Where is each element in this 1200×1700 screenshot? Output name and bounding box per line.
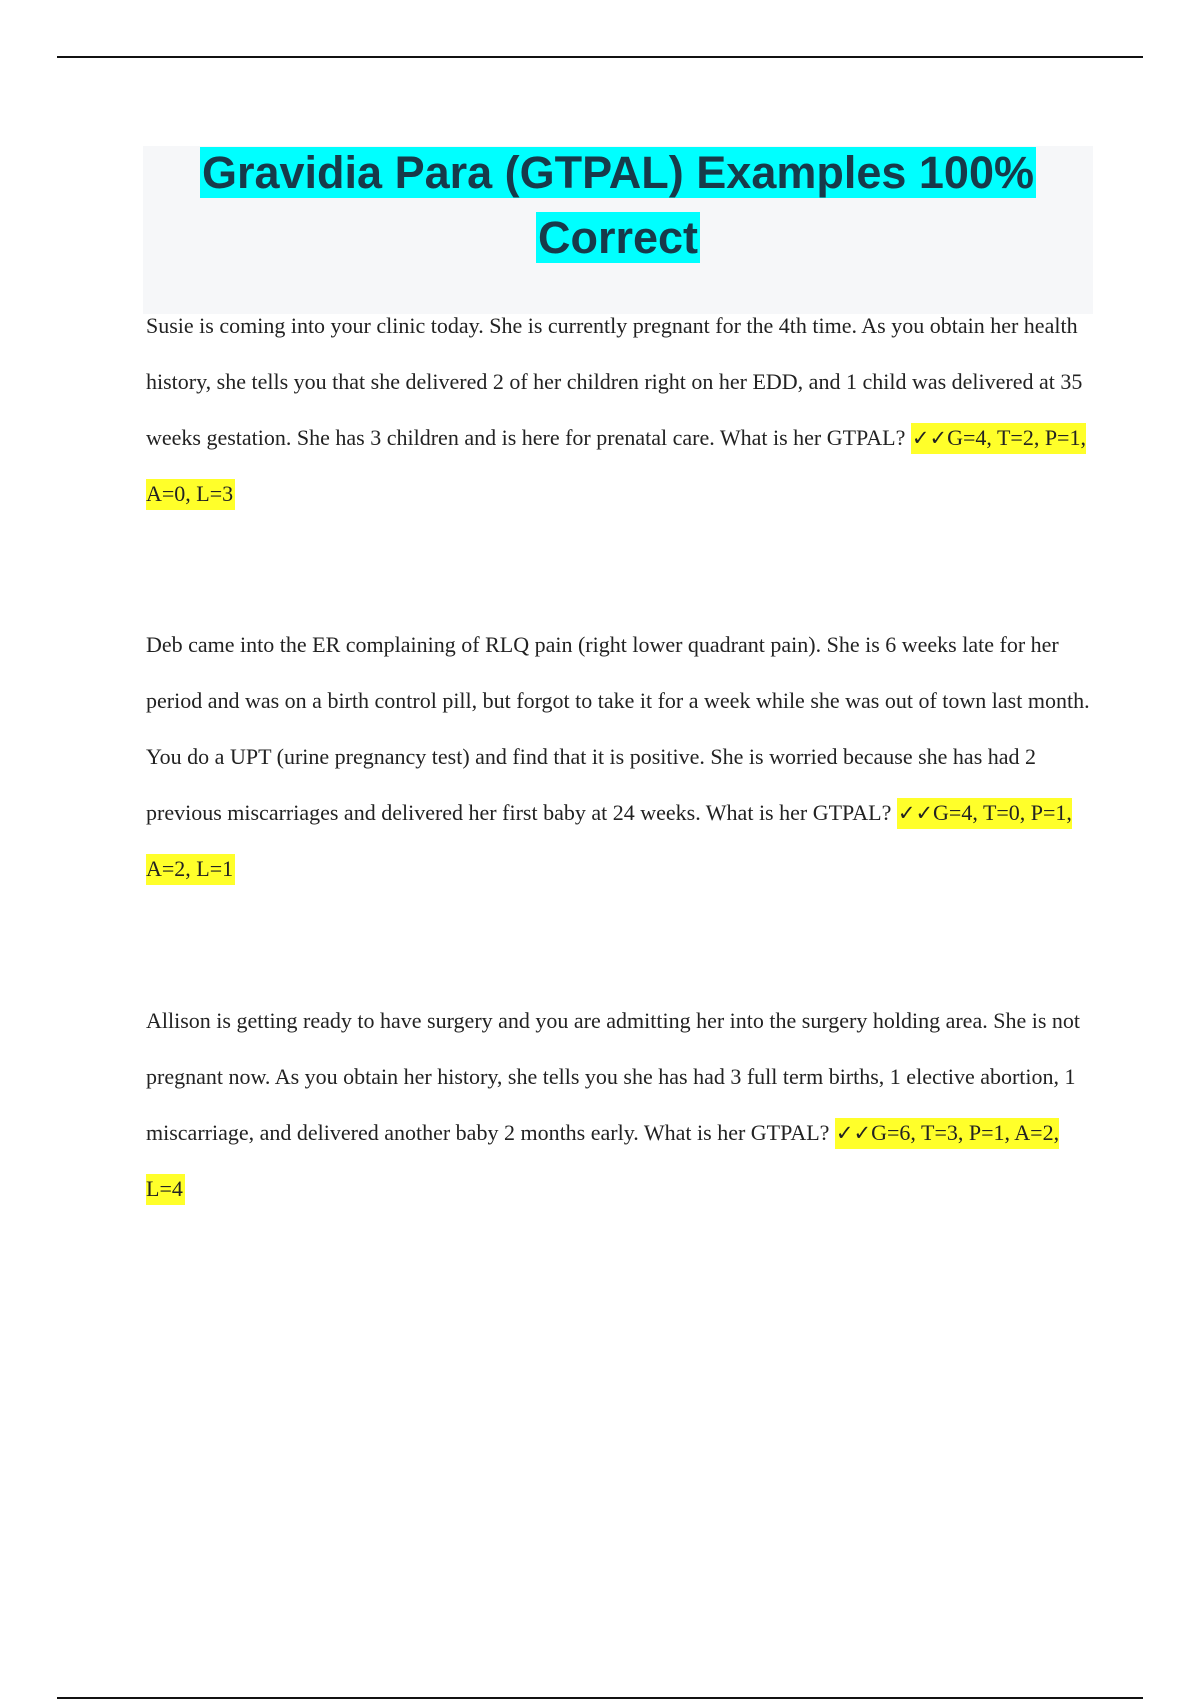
document-title	[143, 146, 1093, 276]
double-check-icon: ✓✓	[835, 1121, 872, 1145]
question-3	[146, 993, 1096, 1217]
double-check-icon: ✓✓	[897, 801, 934, 825]
question-text: Susie is coming into your clinic today. She is currently pregnant for the 4th time. As you obtain her health history, she tells you that she delivered 2 of her children right on her EDD, and 1 child was delivered at 35 weeks gestation. She has 3 children and is here for prenatal care. What is her GTPAL?	[146, 313, 1083, 450]
question-1	[146, 298, 1096, 522]
answer-text: G=4, T=2, P=1, A=0, L=3	[146, 425, 1086, 506]
title-line-1: Gravidia Para (GTPAL) Examples 100%	[201, 147, 1035, 198]
bottom-rule	[57, 1697, 1143, 1699]
title-line-2: Correct	[537, 212, 699, 263]
double-check-icon: ✓✓	[911, 426, 948, 450]
answer-text: G=6, T=3, P=1, A=2, L=4	[146, 1120, 1060, 1201]
question-text: Allison is getting ready to have surgery and you are admitting her into the surgery holding area. She is not pregnant now. As you obtain her history, she tells you she has had 3 full term births, 1 elective abortion, 1 miscarriage, and delivered another baby 2 months early. What is her GTPAL?	[146, 1008, 1080, 1145]
answer-text: G=4, T=0, P=1, A=2, L=1	[146, 800, 1072, 881]
title-banner	[143, 146, 1093, 314]
question-2	[146, 617, 1096, 897]
question-text: Deb came into the ER complaining of RLQ pain (right lower quadrant pain). She is 6 weeks late for her period and was on a birth control pill, but forgot to take it for a week while she was out of town last month. You do a UPT (urine pregnancy test) and find that it is positive. She is worried because she has had 2 previous miscarriages and delivered her first baby at 24 weeks. What is her GTPAL?	[146, 632, 1090, 825]
top-rule	[57, 56, 1143, 58]
